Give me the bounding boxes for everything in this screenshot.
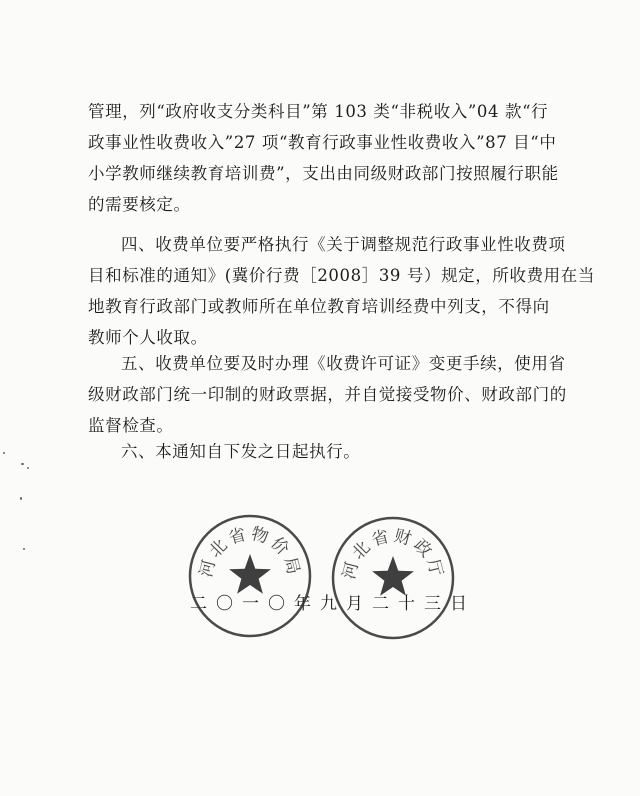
text-line-content: 六、本通知自下发之日起执行。 xyxy=(121,442,361,461)
text-line: 级财政部门统一印制的财政票据，并自觉接受物价、财政部门的 xyxy=(88,385,567,404)
paragraph-item-four xyxy=(88,229,593,353)
text-line: 管理，列“政府收支分类科目”第 103 类“非税收入”04 款“行 xyxy=(88,102,549,121)
text-line: 监督检查。 xyxy=(88,416,174,435)
text-line: 政事业性收费收入”27 项“教育行政事业性收费收入”87 目“中 xyxy=(88,133,557,152)
scan-speck xyxy=(21,463,24,465)
text-line: 小学教师继续教育培训费”，支出由同级财政部门按照履行职能 xyxy=(88,164,559,183)
text-line xyxy=(88,436,593,467)
text-line: 地教育行政部门或教师所在单位教育培训经费中列支，不得向 xyxy=(88,297,550,316)
text-line xyxy=(88,348,593,379)
seal-text-right: 河北省财政厅 xyxy=(339,526,447,582)
text-line xyxy=(88,229,593,260)
official-seal-finance-department xyxy=(329,514,457,642)
official-seal-price-bureau xyxy=(186,512,314,640)
scan-speck xyxy=(3,452,5,454)
star-icon xyxy=(229,554,271,594)
star-icon xyxy=(372,556,414,596)
seal-text-left: 河北省物价局 xyxy=(196,524,304,580)
text-line: 教师个人收取。 xyxy=(88,328,208,347)
paragraph-fee-classification xyxy=(88,96,593,220)
text-line: 目和标准的通知》(冀价行费［2008］39 号）规定，所收费用在当 xyxy=(88,266,595,285)
paragraph-item-six xyxy=(88,436,593,467)
scan-speck xyxy=(23,548,25,550)
issue-date: 二〇一〇年九月二十三日 xyxy=(190,594,476,614)
text-line-content: 四、收费单位要严格执行《关于调整规范行政事业性收费项 xyxy=(121,235,566,254)
text-line: 的需要核定。 xyxy=(88,195,191,214)
scan-speck xyxy=(27,467,29,469)
text-line-content: 五、收费单位要及时办理《收费许可证》变更手续，使用省 xyxy=(121,354,566,373)
paragraph-item-five xyxy=(88,348,593,441)
scan-speck xyxy=(20,497,22,500)
